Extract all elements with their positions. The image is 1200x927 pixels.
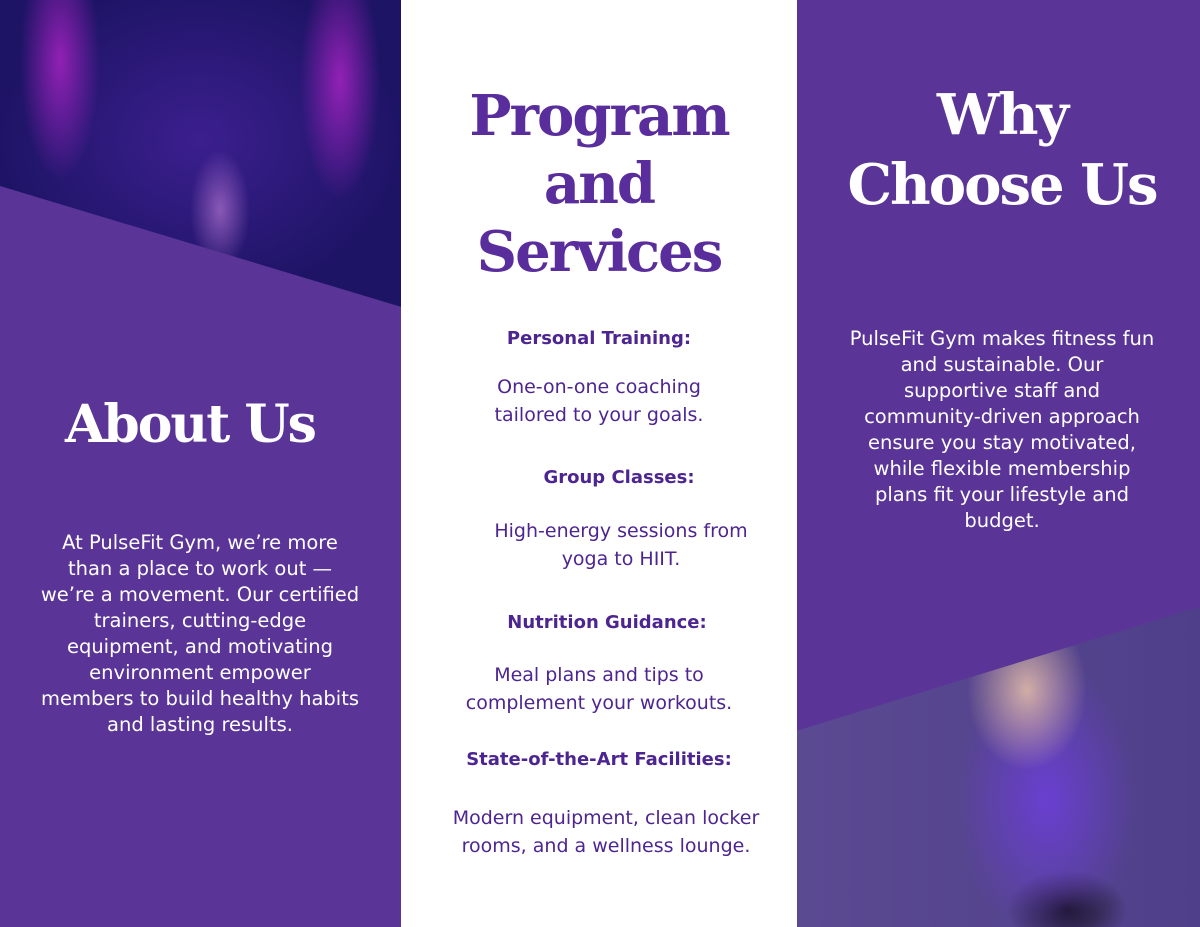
programs-title-line: Services <box>476 219 722 285</box>
why-title <box>797 80 1200 220</box>
why-title-line: Why <box>936 82 1068 148</box>
service-heading: State-of-the-Art Facilities: <box>466 749 732 770</box>
gym-escalator-photo <box>0 0 401 310</box>
service-text: Meal plans and tips to complement your workouts. <box>465 664 733 714</box>
fitness-model-photo <box>797 600 1200 927</box>
why-text: PulseFit Gym makes fitness fun and sustainable. Our supportive staff and community-driven approach ensure you stay motivated, while flexible membership plans fit your lifestyle and budget. <box>849 327 1155 532</box>
about-title: About Us <box>65 394 315 455</box>
service-text: One-on-one coaching tailored to your goals. <box>494 376 704 426</box>
service-heading: Nutrition Guidance: <box>507 612 707 633</box>
why-title-line: Choose Us <box>847 152 1157 218</box>
about-panel <box>0 0 401 927</box>
programs-panel <box>401 0 797 927</box>
why-panel <box>797 0 1200 927</box>
programs-title-line: Program <box>469 83 729 149</box>
about-text: At PulseFit Gym, we’re more than a place to work out — we’re a movement. Our certified trainers, cutting-edge equipment, and motivating environment empower members to build healthy habits and lasting results. <box>40 531 360 736</box>
service-text: Modern equipment, clean locker rooms, and a wellness lounge. <box>452 807 760 857</box>
service-heading: Group Classes: <box>543 467 695 488</box>
service-text: High-energy sessions from yoga to HIIT. <box>494 520 748 570</box>
programs-title <box>401 82 797 286</box>
service-heading: Personal Training: <box>506 328 692 349</box>
programs-title-line: and <box>543 151 655 217</box>
